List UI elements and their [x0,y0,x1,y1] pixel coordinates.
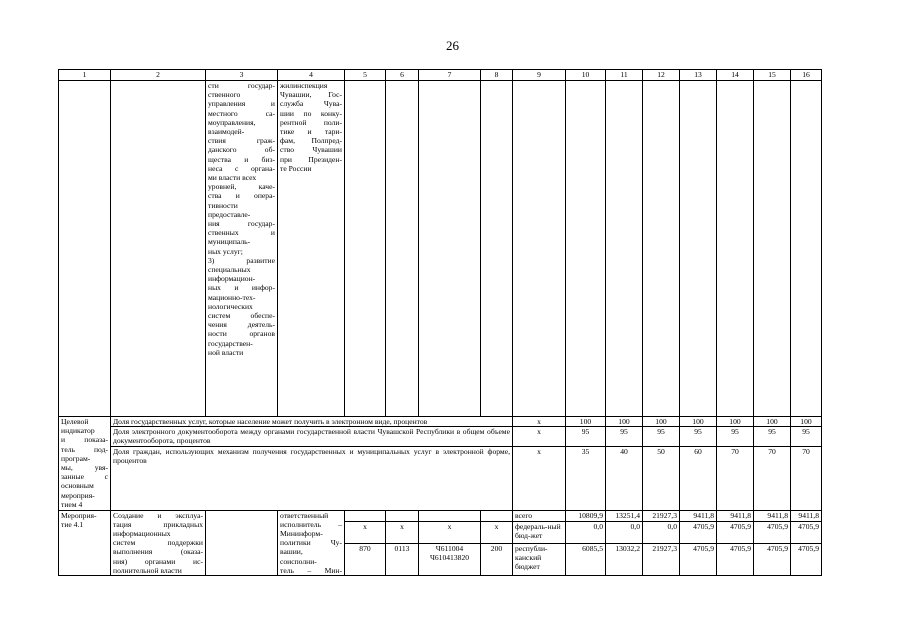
budget-code: x [481,522,513,544]
funding-value: 4705,9 [791,522,822,544]
indicator-value: 35 [566,446,606,510]
col-header: 6 [386,70,419,81]
program-table [58,69,822,576]
text-line: и показа- [61,435,108,445]
budget-code: x [419,522,481,544]
indicator-value: 95 [566,427,606,446]
col-header: 2 [111,70,206,81]
text-line: нологических [208,301,253,311]
text-line: Мероприя- [61,510,97,520]
text-line: моуправления, [208,117,256,127]
indicator-value: 100 [680,417,717,427]
text-line: тель под- [61,444,108,454]
measure-row [59,510,822,521]
indicator-value: 100 [754,417,791,427]
col-header: 14 [717,70,754,81]
text-line: мационно-тех- [208,292,256,302]
funding-value: 9411,8 [791,510,822,521]
text-line: информацион- [208,274,256,284]
text-line: ствия граж- [208,136,275,146]
indicator-col9: x [513,446,566,510]
text-line: служба Чува- [280,99,342,109]
goals-text [206,81,278,417]
text-line: неса с органа- [208,163,275,173]
col-header: 16 [791,70,822,81]
indicator-text: Доля электронного документооборота между органами государственной власти Чувашской Республики в общем объеме документооборота, процентов [111,427,513,446]
text-line: чения деятель- [208,320,275,330]
indicator-value: 70 [754,446,791,510]
funding-value: 4705,9 [791,543,822,575]
funding-value: 21927,3 [643,543,680,575]
text-line: те России [280,163,312,173]
col-header: 5 [345,70,386,81]
funding-value: 0,0 [566,522,606,544]
text-line: основным [61,481,94,491]
executors-text [278,81,345,417]
indicator-col9: x [513,417,566,427]
col-header: 11 [606,70,643,81]
text-line: ответственный [280,510,329,520]
indicator-value: 95 [680,427,717,446]
budget-code: x [345,522,386,544]
text-line: индикатор [61,426,95,436]
indicator-value: 100 [606,417,643,427]
indicator-value: 40 [606,446,643,510]
funding-value: 0,0 [606,522,643,544]
text-line: шии по конку- [280,108,342,118]
indicator-value: 95 [791,427,822,446]
indicator-value: 95 [754,427,791,446]
text-line: мы, увя- [61,463,108,473]
text-line: Создание и эксплуа- [113,510,203,520]
indicator-value: 95 [606,427,643,446]
continuation-row [59,81,822,417]
col-header: 10 [566,70,606,81]
column-number-row [59,70,822,81]
text-line: тике и тари- [280,127,342,137]
text-line: государствен- [208,338,253,348]
text-line: сти государ- [208,81,275,90]
budget-code: x [386,522,419,544]
funding-value: 4705,9 [717,522,754,544]
indicator-value: 95 [643,427,680,446]
funding-value: 13032,2 [606,543,643,575]
text-line: ных услуг; [208,246,243,256]
text-line: ство Чувашии [280,145,342,155]
indicator-value: 100 [566,417,606,427]
indicator-row [59,427,822,446]
funding-value: 9411,8 [717,510,754,521]
text-line: полнительной власти [113,565,182,575]
measure-name [111,510,206,575]
indicator-value: 70 [717,446,754,510]
indicator-value: 95 [717,427,754,446]
indicator-value: 100 [717,417,754,427]
budget-code: 870 [345,543,386,575]
text-line: тация прикладных [113,519,203,529]
col-header: 3 [206,70,278,81]
measure-responsible [278,510,345,575]
text-line: ных и инфор- [208,283,275,293]
indicator-row [59,417,822,427]
indicator-label [59,417,111,511]
indicator-text: Доля граждан, использующих механизм получения государственных и муниципальных услуг в электронной форме, процентов [111,446,513,510]
funding-value: 9411,8 [754,510,791,521]
budget-code [419,510,481,521]
text-line: ства и опера- [208,191,275,201]
indicator-col9: x [513,427,566,446]
indicator-row [59,446,822,510]
funding-value: 4705,9 [680,522,717,544]
text-line: Целевой [61,417,89,426]
text-line: ми власти всех [208,173,257,183]
budget-code: 0113 [386,543,419,575]
text-line: исполнитель – [280,519,342,529]
text-line: мероприя- [61,490,95,500]
page-number: 26 [446,38,459,53]
text-line: Чувашии, Гос- [280,90,342,100]
col-header: 8 [481,70,513,81]
text-line: специальных [208,265,251,275]
text-line: муниципаль- [208,237,251,247]
text-line: програм- [61,453,91,463]
text-line: фам, Полпред- [280,136,342,146]
col-header: 15 [754,70,791,81]
text-line: ственного [208,90,241,100]
text-line: тие 4.1 [61,519,84,529]
text-line: информационных [113,529,171,539]
text-line: при Президен- [280,154,342,164]
indicator-value: 100 [791,417,822,427]
text-line: вашии, [280,547,303,557]
text-line: рентной поли- [280,117,342,127]
budget-code [386,510,419,521]
text-line: выполнения (оказа- [113,547,203,557]
funding-source: республи-канский бюджет [513,543,566,575]
indicator-value: 100 [643,417,680,427]
text-line: 3) развитие [208,255,275,265]
budget-code [345,510,386,521]
col-header: 1 [59,70,111,81]
text-line: Мининформ- [280,529,323,539]
text-line: ности органов [208,329,275,339]
funding-value: 4705,9 [754,543,791,575]
budget-code [481,510,513,521]
text-line: управления и [208,99,275,109]
text-line: ственных и [208,228,275,238]
col-header: 9 [513,70,566,81]
col-header: 7 [419,70,481,81]
text-line: систем обеспе- [208,311,275,321]
funding-value: 10809,9 [566,510,606,521]
text-line: предоставле- [208,209,251,219]
text-line: занные с [61,472,108,482]
text-line: ной власти [208,347,244,357]
indicator-value: 70 [791,446,822,510]
funding-value: 0,0 [643,522,680,544]
text-line: щества и биз- [208,154,275,164]
indicator-value: 50 [643,446,680,510]
funding-source: федераль-ный бюд-жет [513,522,566,544]
funding-value: 6085,5 [566,543,606,575]
measure-id [59,510,111,575]
text-line: местного са- [208,108,275,118]
col-header: 4 [278,70,345,81]
col-header: 13 [680,70,717,81]
funding-value: 13251,4 [606,510,643,521]
funding-value: 4705,9 [754,522,791,544]
funding-value: 9411,8 [680,510,717,521]
text-line: политики Чу- [280,538,342,548]
funding-value: 4705,9 [717,543,754,575]
text-line: данского об- [208,145,275,155]
indicator-text: Доля государственных услуг, которые население может получить в электронном виде, процентов [111,417,513,427]
text-line: тель – Мин- [280,565,342,575]
text-line: тием 4 [61,499,83,509]
budget-code: 200 [481,543,513,575]
funding-value: 4705,9 [680,543,717,575]
text-line: уровней, каче- [208,182,275,192]
funding-value: 21927,3 [643,510,680,521]
text-line: жилинспекция [280,81,328,90]
text-line: соисполни- [280,556,317,566]
text-line: ния государ- [208,219,275,229]
budget-code: Ч611004 Ч610413820 [419,543,481,575]
text-line: тивности [208,200,238,210]
col-header: 12 [643,70,680,81]
text-line: систем поддержки [113,538,203,548]
indicator-value: 60 [680,446,717,510]
text-line: ния) органами ис- [113,556,203,566]
text-line: взаимодей- [208,127,245,137]
funding-source: всего [513,510,566,521]
